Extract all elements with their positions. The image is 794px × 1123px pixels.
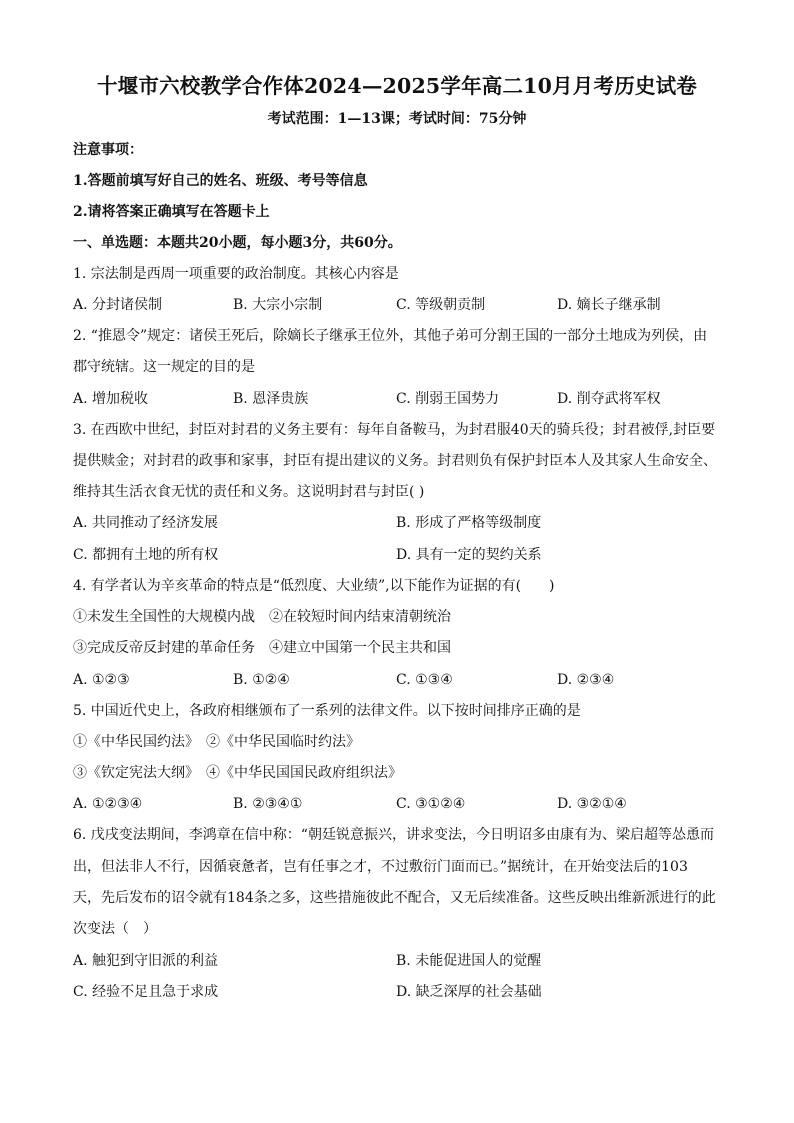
q5-option-b: B. ②③④① [233, 796, 303, 812]
q1-option-d: D. 嫡长子继承制 [557, 297, 661, 313]
q6-option-a: A. 触犯到守旧派的利益 [73, 953, 219, 969]
question-2-stem: 2. “推恩令”规定：诸侯王死后，除嫡长子继承王位外，其他子弟可分割王国的一部分土地成为列侯，由 [73, 328, 708, 344]
question-1-stem: 1. 宗法制是西周一项重要的政治制度。其核心内容是 [73, 266, 399, 282]
question-5-stem: 5. 中国近代史上，各政府相继颁布了一系列的法律文件。以下按时间排序正确的是 [73, 703, 581, 719]
q1-option-b: B. 大宗小宗制 [233, 297, 323, 313]
question-3-stem: 维持其生活衣食无忧的责任和义务。这说明封君与封臣( ) [73, 484, 425, 500]
section-heading: 一、单选题：本题共20小题，每小题3分，共60分。 [73, 235, 402, 251]
question-6-stem: 6. 戊戌变法期间，李鸿章在信中称：“朝廷锐意振兴，讲求变法，今日明诏多由康有为、梁启超等怂恿而 [73, 827, 714, 843]
q4-option-d: D. ②③④ [557, 672, 615, 688]
q6-option-b: B. 未能促进国人的觉醒 [396, 953, 542, 969]
q4-statement: ①未发生全国性的大规模内战 ②在较短时间内结束清朝统治 [73, 609, 451, 625]
q5-option-c: C. ③①②④ [396, 796, 466, 812]
q6-option-c: C. 经验不足且急于求成 [73, 984, 219, 1000]
q3-option-a: A. 共同推动了经济发展 [73, 515, 219, 531]
question-4-stem: 4. 有学者认为辛亥革命的特点是“低烈度、大业绩”,以下能作为证据的有( ) [73, 578, 555, 594]
q2-option-d: D. 削夺武将军权 [557, 391, 661, 407]
exam-title: 十堰市六校教学合作体2024—2025学年高二10月月考历史试卷 [96, 74, 698, 98]
q4-option-a: A. ①②③ [73, 672, 130, 688]
q2-option-b: B. 恩泽贵族 [233, 391, 309, 407]
note-item: 1.答题前填写好自己的姓名、班级、考号等信息 [73, 173, 368, 189]
q2-option-a: A. 增加税收 [73, 391, 149, 407]
question-6-stem: 天，先后发布的诏令就有184条之多，这些措施彼此不配合，又无后续准备。这些反映出维新派进行的此 [73, 890, 716, 906]
q5-option-a: A. ①②③④ [73, 796, 143, 812]
q3-option-d: D. 具有一定的契约关系 [396, 547, 542, 563]
q1-option-a: A. 分封诸侯制 [73, 297, 163, 313]
note-item: 2.请将答案正确填写在答题卡上 [73, 204, 270, 220]
q6-option-d: D. 缺乏深厚的社会基础 [396, 984, 542, 1000]
q5-statement: ①《中华民国约法》 ②《中华民国临时约法》 [73, 734, 360, 750]
question-6-stem: 出，但法非人不行，因循衰惫者，岂有任事之才，不过敷衍门面而已。”据统计，在开始变法后的103 [73, 859, 688, 875]
q3-option-b: B. 形成了严格等级制度 [396, 515, 542, 531]
notes-heading: 注意事项： [73, 142, 143, 158]
q3-option-c: C. 都拥有土地的所有权 [73, 547, 219, 563]
q2-option-c: C. 削弱王国势力 [396, 391, 500, 407]
q1-option-c: C. 等级朝贡制 [396, 297, 486, 313]
question-6-stem: 次变法（ ） [73, 921, 157, 937]
q4-statement: ③完成反帝反封建的革命任务 ④建立中国第一个民主共和国 [73, 640, 451, 656]
q5-statement: ③《钦定宪法大纲》 ④《中华民国国民政府组织法》 [73, 765, 402, 781]
q5-option-d: D. ③②①④ [557, 796, 627, 812]
exam-subtitle: 考试范围：1—13课；考试时间：75分钟 [267, 111, 527, 127]
q4-option-b: B. ①②④ [233, 672, 290, 688]
q4-option-c: C. ①③④ [396, 672, 453, 688]
question-2-stem: 郡守统辖。这一规定的目的是 [73, 359, 255, 375]
question-3-stem: 提供赎金；对封君的政事和家事，封臣有提出建议的义务。封君则负有保护封臣本人及其家人生命安全、 [73, 453, 717, 469]
question-3-stem: 3. 在西欧中世纪，封臣对封君的义务主要有：每年自备鞍马，为封君服40天的骑兵役；封君被俘,封臣要 [73, 422, 716, 438]
